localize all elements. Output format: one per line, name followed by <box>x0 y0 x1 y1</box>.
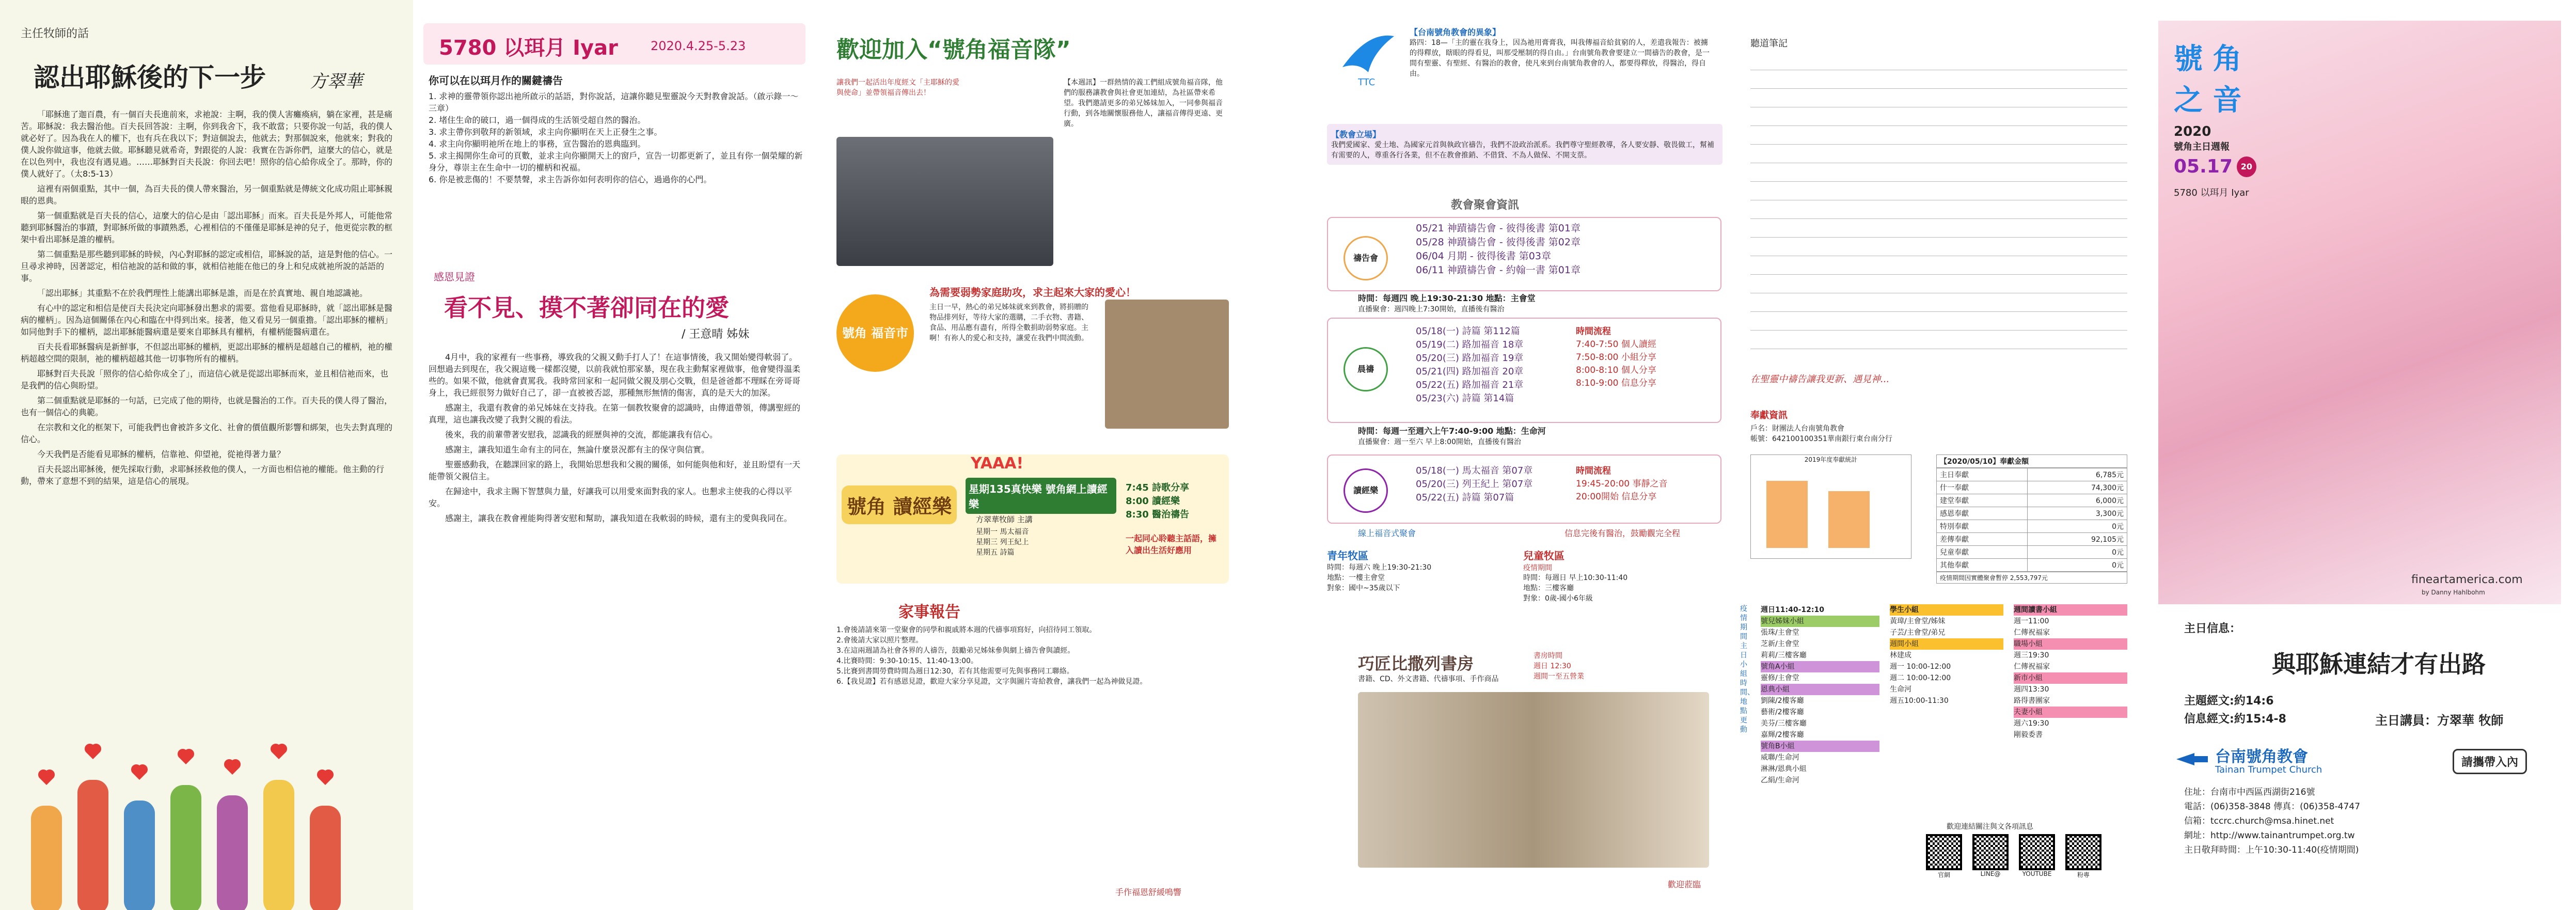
col2-head: 學生小組 <box>1890 604 2003 616</box>
group-entry: 新市小組 <box>2014 672 2127 684</box>
craft-body: 書籍、CD、外文書籍、代禱事項、手作商品 <box>1358 675 1499 683</box>
dawn-time2: 直播聚會：週一至六 早上8:00開始，直播後有醫治 <box>1358 438 1521 446</box>
team-photo <box>836 137 1053 266</box>
dawn-step: 7:40-7:50 個人讀經 <box>1576 339 1656 350</box>
group-entry: 莉莉/三樓客廳 <box>1761 651 1807 660</box>
fb-note: 線上福音式聚會 <box>1358 528 1416 538</box>
church-name-en: Tainan Trumpet Church <box>2215 764 2322 775</box>
paragraph: 4月中，我的家裡有一些事務，導致我的父親又動手打人了！在這事情後，我又開始變得軟弱了。回想過去到現在，我父親這幾一樣都沒變，以前我就怕那家暴，現在我主動幫家裡做事，他會變得溫柔些的。如果不做，他就會責罵我。我時常回家和一起同做父親及朋心交戰，但是爸爸都不理睬在旁哥哥身上，我已經很努力做好自己了，卻一直被被否認，那種無形無情的傷害，真的是天大的加深。 <box>429 352 801 398</box>
group-entry: 週五10:00-11:30 <box>1890 697 1949 705</box>
group-entry: 威聯/生命河 <box>1761 754 1799 762</box>
bulletin-name: 號角主日週報 <box>2174 142 2230 152</box>
prayer-list <box>429 90 805 185</box>
qr-label: 粉專 <box>2077 871 2090 878</box>
groups-side-note: 疫情期間主日小組時間、地點更動 <box>1740 605 1755 734</box>
bible-day: 星期一 馬太福音 <box>976 528 1029 536</box>
bible-times <box>1126 480 1189 521</box>
news-item: 5.比賽到書間勞費時間為週日12:30，若有其他需要可先與事務同工聯絡。 <box>836 667 1074 676</box>
qr-label: 官網 <box>1937 871 1950 878</box>
ledger-title: 【2020/05/10】奉獻金額 <box>1936 454 2127 468</box>
testimony-author: / 王意晴 姊妹 <box>682 328 750 341</box>
group-entry: 週一 10:00-12:00 <box>1890 663 1951 671</box>
group-entry: 號兒姊妹小組 <box>1761 616 1879 627</box>
paragraph: 後來，我的前輩帶著安慰我，認識我的經歷與神的交流，都能讓我有信心。 <box>445 430 718 440</box>
belief-title: 【教會立場】 <box>1331 130 1381 139</box>
ledger-row: 兒童奉獻 0元 <box>1937 546 2127 559</box>
article-title: 認出耶穌後的下一步 <box>34 62 266 92</box>
bible-day: 星期五 詩篇 <box>976 548 1015 557</box>
group-entry: 仁傳祝福家 <box>2014 663 2050 671</box>
paragraph: 今天我們是否能看見耶穌的權柄，信靠祂、仰望祂，從祂得著力量？ <box>37 449 286 459</box>
prayer-time2: 直播聚會：週四晚上7:30開始，直播後有醫治 <box>1358 305 1505 313</box>
raised-hands-illustration <box>0 723 413 910</box>
group-entry: 藝術/2樓客廳 <box>1761 708 1804 716</box>
prayer-entry: 06/04 月期 - 彼得後書 第03章 <box>1416 250 1551 262</box>
iyar-banner <box>423 23 805 65</box>
group-entry: 林建成 <box>1890 651 1911 660</box>
dawn-step: 8:00-8:10 個人分享 <box>1576 365 1656 375</box>
paragraph: 耶穌對百夫長說「照你的信心給你成全了」，而這信心就是從認出耶穌而來，並且相信祂而來，也是我們的信心與盼望。 <box>21 369 389 390</box>
kids-status: 疫情期間 <box>1523 564 1552 572</box>
group-entry: 嘉輝/2樓客廳 <box>1761 731 1804 739</box>
news-item: 3.在這兩週請為社會各界的人禱告，鼓勵弟兄姊妹參與網上禱告會與讀經。 <box>836 647 1075 655</box>
article-author: 方翠華 <box>310 71 362 92</box>
paragraph: 百夫長看耶穌醫病是新鮮事，不但認出耶穌的權柄，更認出耶穌的權柄是超越自己的權柄，祂的權柄超越空間的限制，祂的權柄超越其他一切事物所有的權柄。 <box>21 342 392 364</box>
qr-note: 歡迎連結關注與文各項訊息 <box>1947 823 2033 831</box>
dawn-schedule <box>1576 324 1656 388</box>
issue-date: 05.17 <box>2174 156 2233 177</box>
page-gospel-team <box>826 0 1239 910</box>
group-entry: 號角B小組 <box>1761 741 1879 752</box>
bible-step: 20:00開始 信息分享 <box>1576 492 1657 502</box>
scripture-main <box>2184 692 2274 708</box>
page-cover <box>2143 0 2576 910</box>
group-entry: 生命河 <box>1890 685 1911 694</box>
market-box <box>836 279 1229 444</box>
ledger-row: 建堂奉獻 6,000元 <box>1937 494 2127 507</box>
offering-ledger <box>1936 454 2127 584</box>
church-name-cn: 台南號角教會 <box>2215 748 2308 766</box>
scripture-main-label: 主題經文: <box>2184 695 2234 708</box>
belief-body: 我們愛國家、愛土地、為國家元首與執政官禱告，我們不設政治派系。我們尊守聖經教導，各人要安靜、敬畏做工，幫補有需要的人，尊重各行各業，但不在教會推銷、不借貸、不為人做保、不開支票。 <box>1331 141 1714 160</box>
news-item: 2.會後請大家以照片整理。 <box>836 636 923 645</box>
year: 2020 <box>2174 124 2211 139</box>
logo-block <box>2174 36 2256 199</box>
dawn-time: 時間：每週一至週六上午7:40-9:00 地點：生命河 <box>1358 426 1546 436</box>
bible-time: 8:30 醫治禱告 <box>1126 509 1190 520</box>
bible-host: 方翠華牧師 主講 <box>976 515 1033 524</box>
bible-schedule <box>1576 463 1668 502</box>
paragraph: 感謝主，讓我在教會裡能夠得著安慰和幫助，讓我知道在我軟弱的時候，還有主的愛與我同在。 <box>445 513 793 523</box>
bible-brand: 號角 讀經樂 <box>842 485 957 524</box>
prayer-badge: 禱告會 <box>1344 236 1388 280</box>
vision-body: 路四：18—「主的靈在我身上，因為祂用膏膏我，叫我傳福音給貧窮的人，差遣我報告：被擄的得釋放，瞎眼的得看見，叫那受壓制的得自由。」台南號角教會要建立一間禱告的教會，是一間有聖靈、有聖經、有醫治的教會，使凡來到台南號角教會的人，都要得釋放，得醫治，得自由。 <box>1410 39 1710 78</box>
banner-title: 5780 以珥月 Iyar <box>439 36 618 60</box>
yaaa-text: YAAA! <box>971 454 1024 473</box>
prayer-item: 6. 你是被悲傷的！不要禁聲，求主告訴你如何表明你的信心，過過你的心門。 <box>429 175 712 184</box>
dawn-entry: 05/23(六) 詩篇 第14篇 <box>1416 393 1514 404</box>
group-entry: 夫妻小組 <box>2014 707 2127 718</box>
market-head: 為需要弱勢家庭助攻，求主起來大家的愛心！ <box>929 286 1136 299</box>
kids-box <box>1523 547 1709 604</box>
ledger-row: 感恩奉獻 3,300元 <box>1937 507 2127 520</box>
vision-title: 【台南號角教會的異象】 <box>1410 27 1501 37</box>
vision-box <box>1410 26 1714 79</box>
contact-email[interactable]: 信箱：tccrc.church@msa.hinet.net <box>2184 816 2334 826</box>
group-entry: 仁傳祝福家 <box>2014 629 2050 637</box>
ledger-row: 其他奉獻 0元 <box>1937 559 2127 572</box>
bring-in-stamp: 請攜帶入內 <box>2453 749 2527 774</box>
page-notes-offering <box>1730 0 2143 910</box>
group-entry: 黃瑋/主會堂/姊妹 <box>1890 617 1946 625</box>
contact-address: 住址：台南市中西區西湖街216號 <box>2184 787 2315 797</box>
group-entry: 週間小組 <box>1890 638 2003 650</box>
dawn-prayer-box <box>1327 318 1721 423</box>
bible-entry: 05/22(五) 詩篇 第07篇 <box>1416 492 1514 503</box>
paragraph: 在宗教和文化的框架下，可能我們也會被許多文化、社會的價值觀所影響和綁架，也失去對真理的信心。 <box>21 422 392 444</box>
bible-box <box>836 454 1229 584</box>
prayer-item: 2. 堵住生命的破口，過一個得成的生活領受超自然的醫治。 <box>429 115 646 125</box>
handwritten-note: 在聖靈中禱告讓我更新、遇見神... <box>1750 374 1890 385</box>
prayer-meeting-box <box>1327 217 1721 291</box>
kids-title: 兒童牧區 <box>1523 550 1564 562</box>
group-entry: 乙絹/生命河 <box>1761 776 1799 785</box>
team-title: 歡迎加入“號角福音隊” <box>836 37 1071 63</box>
group-entry: 芝新/主會堂 <box>1761 640 1799 648</box>
col1-head: 週日11:40-12:10 <box>1761 606 1824 614</box>
prayer-item: 1. 求神的靈帶領你認出祂所啟示的話語，對你說話，這讓你聽見聖靈說今天對教會說話。（啟示錄一～三章） <box>429 91 799 113</box>
bible-note: 一起同心聆聽主話語，擁入讀出生活好應用 <box>1126 534 1217 555</box>
paragraph: 有心中的認定和相信是使百夫長決定向耶穌發出懇求的需要。當他看見耶穌時，就「認出耶穌是醫病的權柄」。因為這個關係在內心和臨在中得到出來。接著，他又看見另一個重擔。「認出耶穌的權柄」如同他對手下的權柄，認出耶穌能醫病還是要來自耶穌具有權柄，有權柄能醫病還在。 <box>21 303 392 337</box>
offering-title: 奉獻資訊 <box>1750 410 1788 421</box>
bible-badge: 讀經樂 <box>1344 468 1388 513</box>
youth-box <box>1327 547 1513 593</box>
dawn-list <box>1416 324 1523 404</box>
bible-step: 19:45-20:00 事靜之音 <box>1576 479 1668 489</box>
bible-time: 7:45 詩歌分享 <box>1126 482 1190 493</box>
paragraph: 第二個重點就是耶穌的一句話，已完成了他的期待，也就是醫治的工作。百夫長的僕人得了醫治，也有一個信心的典範。 <box>21 396 392 417</box>
news-title: 家事報告 <box>898 603 960 621</box>
speaker-name: 方翠華 牧師 <box>2437 713 2504 728</box>
kids-body: 時間：每週日 早上10:30-11:40 地點：三樓客廳 對象：0歲-國小6年級 <box>1523 574 1628 603</box>
group-entry: 劉陳/2樓客廳 <box>1761 697 1804 705</box>
qr-official-site[interactable] <box>1926 834 1962 879</box>
prayer-item: 3. 求主帶你到敬拜的新領域，求主向你顯明在天上正發生之事。 <box>429 127 662 137</box>
prayer-item: 5. 求主揭開你生命可的頁數，並求主向你顯開天上的窗戶，宣告一切都更新了，並且有你一個榮耀的新身分，尊崇主在生命中一切的權柄和祝福。 <box>429 151 803 172</box>
contact-phone: 電話：(06)358-3848 傳真：(06)358-4747 <box>2184 802 2360 812</box>
notes-lines <box>1750 52 2127 349</box>
prayer-entry: 05/21 神蹟禱告會 - 彼得後書 第01章 <box>1416 223 1581 234</box>
page-pastor-word <box>0 0 413 910</box>
qr-label: LINE@ <box>1980 870 2001 877</box>
group-entry: 週三19:30 <box>2014 651 2049 660</box>
paragraph: 「耶穌進了迦百農，有一個百夫長進前來，求祂說：主啊，我的僕人害癱瘓病，躺在家裡，甚是痛苦。耶穌說：我去醫治他。百夫長回答說：主啊，你到我舍下，我不敢當；只要你說一句話，我的僕人就必好了。因為我在人的權下，也有兵在我以下；對這個說去，他就去；對那個說來，他就來；對我的僕人說你做這事，他就去做。耶穌聽見就希奇，對跟從的人說：我實在告訴你們，這麼大的信心，就是在以色列中，我也沒有遇見過。……耶穌對百夫長說：你回去吧！照你的信心給你成全了。那時，你的僕人就好了。（太8:5-13） <box>21 109 392 179</box>
bible-entry: 05/18(一) 馬太福音 第07章 <box>1416 465 1533 476</box>
craft-title: 巧匠比撒列書房 <box>1358 654 1474 673</box>
fold-gap <box>1239 0 1317 910</box>
dawn-badge: 晨禱 <box>1344 347 1388 391</box>
logo-bottom: 之 音 <box>2174 84 2242 117</box>
paragraph: 「認出耶穌」其重點不在於我們理性上能講出耶穌是誰，而是在於真實地、親自地認識祂。 <box>37 288 368 298</box>
testimony-title: 看不見、摸不著卻同在的愛 <box>444 294 729 322</box>
sermon-theme: 與耶穌連結才有出路 <box>2272 650 2486 678</box>
youth-body: 時間：每週六 晚上19:30-21:30 地點：一樓主會堂 對象：國中~35歲以下 <box>1327 563 1432 592</box>
team-subtitle: 讓我們一起活出年度經文「主耶穌的愛與使命」並帶領福音傳出去！ <box>836 79 959 97</box>
service-time: 主日敬拜時間：上午10:30-11:40(疫情期間) <box>2184 845 2359 855</box>
group-entry: 路得書團家 <box>2014 697 2050 705</box>
prayer-subtitle: 你可以在以珥月作的關鍵禱告 <box>429 74 563 87</box>
scripture-main-ref: 約14:6 <box>2234 695 2274 708</box>
paragraph: 第二個重點是那些聽到耶穌的時候，內心對耶穌的認定或相信，耶穌說的話，這是對他的信心。一旦尋求神時，因著認定，相信祂說的話和做的事，就相信祂能在他已的身上和兒成就祂所說的話語的事。 <box>21 249 392 283</box>
group-entry: 靈修/主會堂 <box>1761 674 1799 682</box>
group-entry: 號角A小組 <box>1761 661 1879 672</box>
ledger-row: 什一奉獻 74,300元 <box>1937 481 2127 494</box>
prayer-entry: 05/28 神蹟禱告會 - 彼得後書 第02章 <box>1416 237 1581 248</box>
bible-list <box>1416 463 1532 504</box>
hebrew-month: 5780 以珥月 Iyar <box>2174 187 2249 198</box>
logo-top: 號 角 <box>2174 42 2242 76</box>
dawn-entry: 05/18(一) 詩篇 第112篇 <box>1416 326 1520 337</box>
group-entry: 子芸/主會堂/弟兄 <box>1890 629 1946 637</box>
bible-schedule-title: 時間流程 <box>1576 466 1611 476</box>
dawn-step: 8:10-9:00 信息分享 <box>1576 378 1656 388</box>
paragraph: 感謝主，讓我知道生命有主的同在，無論什麼景況都有主的保守與信實。 <box>445 445 710 454</box>
bible-reading-box <box>1327 454 1721 524</box>
prayer-time: 時間：每週四 晚上19:30-21:30 地點：主會堂 <box>1358 293 1536 303</box>
watermark-sub: by Danny Hahlbohm <box>2422 589 2485 596</box>
group-entry: 週六19:30 <box>2014 719 2049 728</box>
craft-footer: 歡迎蒞臨 <box>1668 880 1701 889</box>
paragraph: 在歸途中，我求主賜下智慧與力量，好讓我可以用愛來面對我的家人。也懇求主使我的心得以平安。 <box>429 487 793 508</box>
ledger-row: 差傳奉獻 92,105元 <box>1937 533 2127 546</box>
team-body: 【本週訊】一群熱情的義工們組成號角福音隊，他們的服務讓教會與社會更加連結，為社區帶來希望。我們邀請更多的弟兄姊妹加入，一同參與福音行動，到各地關懷服務他人，讓福音傳得更遠、更廣。 <box>1064 79 1223 128</box>
market-body: 主日一早，熱心的弟兄姊妹就來到教會，將捐贈的物品排列好，等待大家的選購，二手衣物、書籍、食品、用品應有盡有，所得全數捐助弱勢家庭。主啊！有祢人的愛心和支持，讓愛在我們中間流動。 <box>929 303 1088 342</box>
group-entry: 淋淋/恩典小組 <box>1761 765 1807 773</box>
bible-days <box>976 527 1029 558</box>
dawn-schedule-title: 時間流程 <box>1576 326 1611 337</box>
group-entry: 恩典小組 <box>1761 684 1879 695</box>
bible-day: 星期三 列王紀上 <box>976 538 1029 546</box>
news-item: 4.比賽時間：9:30-10:15、11:40-13:00。 <box>836 657 978 665</box>
belief-box <box>1327 124 1722 165</box>
chart-caption: 2019年度奉獻統計 <box>1804 456 1858 463</box>
group-entry: 美芬/三樓客廳 <box>1761 719 1807 728</box>
group-entry: 週四13:30 <box>2014 685 2049 694</box>
notes-title: 聽道筆記 <box>1750 38 1788 49</box>
youth-title: 青年牧區 <box>1327 550 1368 562</box>
paragraph: 感謝主，我還有教會的弟兄姊妹在支持我。在第一個教牧聚會的認識時，由傳道帶領，傳講聖經的真理，這也讓我改變了我對父親的看法。 <box>429 403 801 425</box>
group-entry: 職場小組 <box>2014 638 2127 650</box>
page-iyar-prayer <box>413 0 826 910</box>
ledger-table <box>1936 468 2127 572</box>
watermark: fineartamerica.com <box>2411 573 2523 586</box>
qr-line[interactable] <box>1972 834 2009 879</box>
craft-photo <box>1358 692 1709 868</box>
scripture-reading-label: 信息經文: <box>2184 713 2234 726</box>
contact-website[interactable]: 網址：http://www.tainantrumpet.org.tw <box>2184 830 2355 841</box>
group-entry: 剛毅委書 <box>2014 731 2043 739</box>
groups-col1 <box>1761 604 1879 786</box>
craft-sub: 書房時間 週日 12:30 週間一至五營業 <box>1534 652 1584 681</box>
article-body <box>21 108 392 728</box>
scripture-reading-ref: 約15:4-8 <box>2234 713 2286 726</box>
bible-head: 星期135真快樂 號角網上讀經樂 <box>966 478 1116 514</box>
qr-youtube[interactable] <box>2019 834 2055 879</box>
dove-logo-icon <box>1337 26 1399 88</box>
banner-date: 2020.4.25-5.23 <box>651 39 746 53</box>
qr-row <box>1926 834 2101 879</box>
paragraph: 第一個重點就是百夫長的信心，這麼大的信心是由「認出耶穌」而來。百夫長是外邦人，可能他常聽到耶穌醫治的事蹟，對耶穌所做的事蹟熟悉，心裡相信的不僅僅是耶穌是神的兒子，他更從宗教的框架中看出耶穌是誰的權柄。 <box>21 211 392 244</box>
prayer-list <box>1416 221 1581 276</box>
testimony-tag: 感恩見證 <box>434 271 475 283</box>
online-note: 信息完後有醫治，鼓勵觀完全程 <box>1564 528 1681 538</box>
qr-fanpage[interactable] <box>2065 834 2101 879</box>
prayer-item: 4. 求主向你顯明祂所在地上的事務，宣告醫治的恩典臨到。 <box>429 139 646 149</box>
meeting-heading: 教會聚會資訊 <box>1451 199 1520 212</box>
paragraph: 這裡有兩個重點，其中一個，為百夫長的僕人帶來醫治，另一個重點就是傳統文化成功阻止耶穌親眼的恩典。 <box>21 184 392 206</box>
section-tag: 主任牧師的話 <box>21 27 89 40</box>
news-item: 1.會後請請來第一堂聚會的同學和親戚將本週的代禱事項寫好，向招待同工領取。 <box>836 626 1097 634</box>
dawn-entry: 05/20(三) 路加福音 19章 <box>1416 353 1524 364</box>
group-entry: 張珠/主會堂 <box>1761 629 1799 637</box>
groups-col3 <box>2014 604 2127 741</box>
prayer-entry: 06/11 神蹟禱告會 - 約翰一書 第01章 <box>1416 264 1581 276</box>
news-item: 6.【我見證】若有感恩見證，歡迎大家分享見證，文字與圖片寄給教會，讓我們一起為神做見證。 <box>836 678 1147 686</box>
ledger-row: 特別奉獻 0元 <box>1937 520 2127 533</box>
news-list <box>836 625 1229 687</box>
offering-body: 戶名：財團法人台南號角教會 帳號：642100100351華南銀行東台南分行 <box>1750 425 1892 443</box>
contact-list <box>2184 785 2360 857</box>
svg-text:TTC: TTC <box>1358 77 1376 88</box>
speaker-label: 主日講員： <box>2375 713 2437 728</box>
groups-col2 <box>1890 604 2003 707</box>
dawn-entry: 05/21(四) 路加福音 20章 <box>1416 366 1524 377</box>
trumpet-logo-icon <box>2174 744 2210 775</box>
dawn-step: 7:50-8:00 小組分享 <box>1576 352 1656 363</box>
paragraph: 百夫長認出耶穌後，便先採取行動，求耶穌拯救他的僕人，一方面也相信祂的權能。他主動的行動，帶來了意想不到的結果，這是信心的展現。 <box>21 464 385 486</box>
paragraph: 聖靈感動我，在聽課回家的路上，我開始思想我和父親的關係，如何能與他和好，並且盼望有一天能帶領父親信主。 <box>429 460 801 481</box>
ledger-row: 主日奉獻 6,785元 <box>1937 468 2127 481</box>
bible-time: 8:00 讀經樂 <box>1126 496 1180 507</box>
theme-label: 主日信息： <box>2184 622 2241 635</box>
market-photo <box>1105 300 1229 429</box>
group-entry: 週一11:00 <box>2014 617 2049 625</box>
dawn-entry: 05/22(五) 路加福音 21章 <box>1416 380 1524 390</box>
market-badge: 號角 福音市集 <box>836 294 914 372</box>
testimony-body <box>429 351 805 868</box>
scripture-reading <box>2184 710 2286 726</box>
qr-label: YOUTUBE <box>2022 870 2052 877</box>
footer-caption: 手作福恩舒緩鳴響 <box>1115 887 1182 897</box>
ledger-total: 疫情期間因實體聚會暫停 2,553,797元 <box>1936 572 2127 584</box>
offering-chart <box>1750 454 1911 559</box>
speaker <box>2375 710 2503 728</box>
group-entry: 週二 10:00-12:00 <box>1890 674 1951 682</box>
dawn-entry: 05/19(二) 路加福音 18章 <box>1416 339 1524 350</box>
col3-head: 週間讀書小組 <box>2014 604 2127 616</box>
issue-number: 20 <box>2237 156 2256 177</box>
bible-entry: 05/20(三) 列王紀上 第07章 <box>1416 479 1533 490</box>
page-church-info <box>1317 0 1730 910</box>
